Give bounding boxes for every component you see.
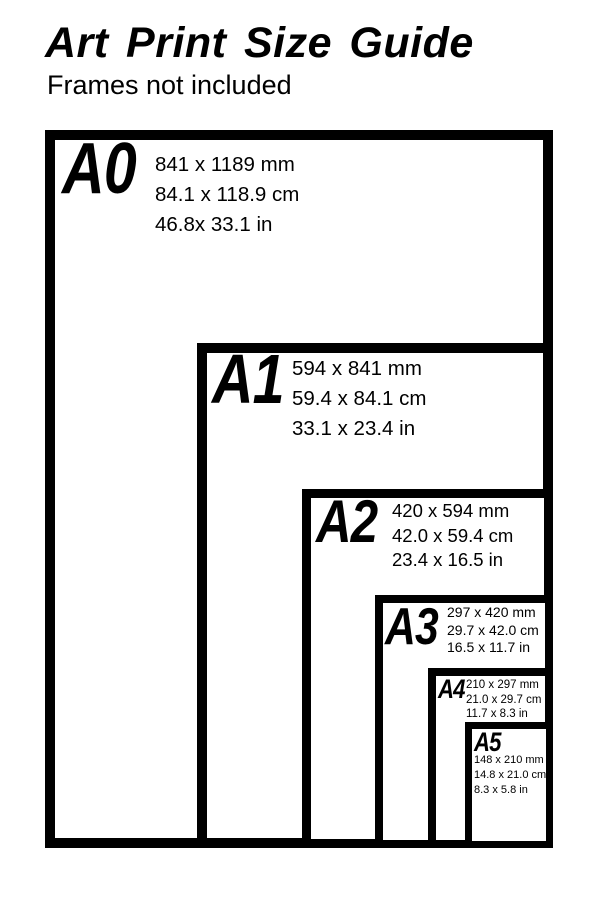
dimension-cm: 84.1 x 118.9 cm xyxy=(155,183,300,206)
dimension-mm: 841 x 1189 mm xyxy=(155,153,295,176)
size-label-a3: A3 xyxy=(385,598,438,656)
size-dimensions-a3 xyxy=(447,604,539,657)
size-label-a0: A0 xyxy=(62,129,136,209)
page-subtitle: Frames not included xyxy=(47,70,292,100)
dimension-in: 8.3 x 5.8 in xyxy=(474,784,528,796)
dimension-cm: 29.7 x 42.0 cm xyxy=(447,621,539,638)
size-dimensions-a2 xyxy=(392,499,513,573)
size-dimensions-a4 xyxy=(466,678,541,722)
size-dimensions-a1 xyxy=(292,354,426,444)
page-title: Art Print Size Guide xyxy=(45,19,474,67)
dimension-in: 23.4 x 16.5 in xyxy=(392,549,504,570)
dimension-mm: 297 x 420 mm xyxy=(447,604,536,620)
size-box-a5 xyxy=(465,722,553,848)
dimension-in: 16.5 x 11.7 in xyxy=(447,639,531,655)
dimension-cm: 42.0 x 59.4 cm xyxy=(392,524,514,546)
dimension-mm: 210 x 297 mm xyxy=(466,679,539,691)
size-dimensions-a5 xyxy=(474,753,546,798)
dimension-mm: 148 x 210 mm xyxy=(474,754,544,766)
size-label-a5: A5 xyxy=(474,727,501,757)
dimension-cm: 14.8 x 21.0 cm xyxy=(474,769,547,781)
dimension-cm: 59.4 x 84.1 cm xyxy=(292,387,427,410)
dimension-cm: 21.0 x 29.7 cm xyxy=(466,693,542,706)
size-label-a4: A4 xyxy=(438,674,465,704)
size-label-a1: A1 xyxy=(212,340,284,418)
dimension-in: 33.1 x 23.4 in xyxy=(292,417,416,440)
dimension-in: 11.7 x 8.3 in xyxy=(466,708,528,720)
dimension-mm: 420 x 594 mm xyxy=(392,500,510,521)
dimension-in: 46.8x 33.1 in xyxy=(155,213,273,236)
size-dimensions-a0 xyxy=(155,150,299,240)
size-label-a2: A2 xyxy=(316,488,378,555)
dimension-mm: 594 x 841 mm xyxy=(292,357,422,380)
